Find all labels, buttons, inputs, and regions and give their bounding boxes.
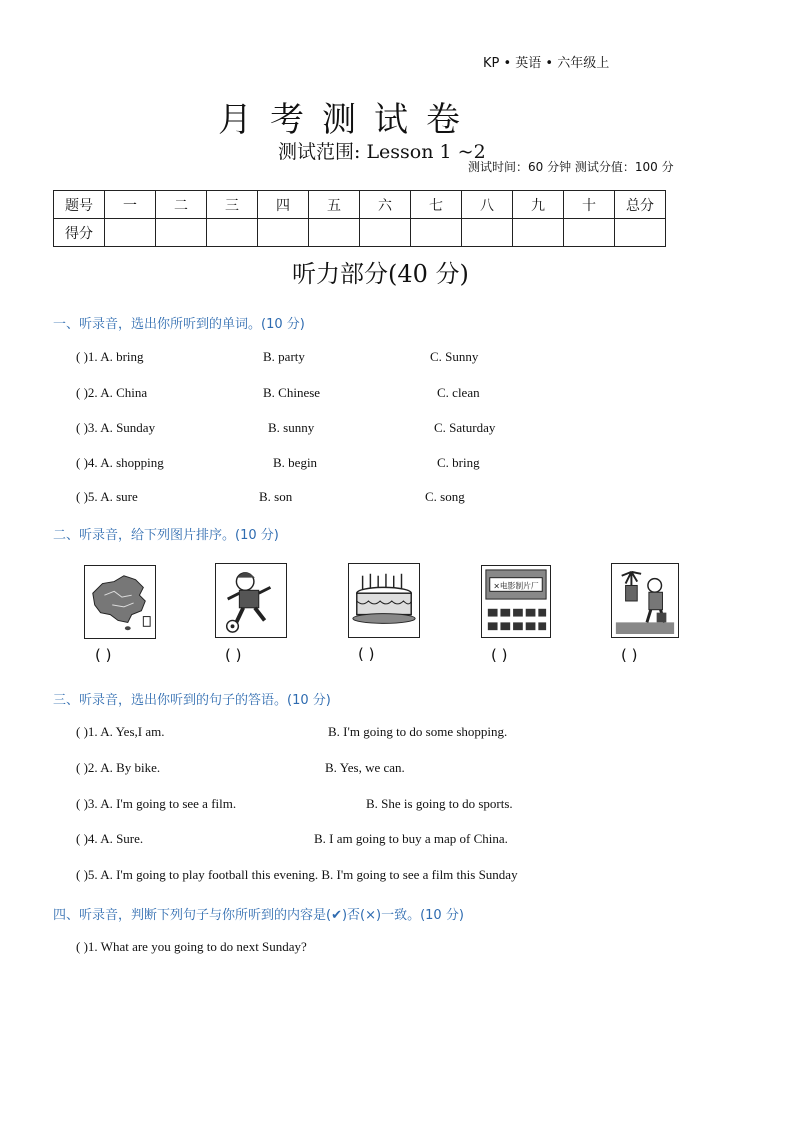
- s1-q5-c: C. song: [425, 489, 465, 504]
- s1-q2-b: B. Chinese: [263, 385, 321, 400]
- score-header-cell: 五: [309, 191, 360, 219]
- s1-q3-c: C. Saturday: [434, 420, 496, 435]
- score-header-cell: 题号: [54, 191, 105, 219]
- s3-q4-a: ( )4. A. Sure.: [76, 831, 144, 846]
- score-cell[interactable]: [564, 219, 615, 247]
- s1-q5-a: ( )5. A. sure: [76, 489, 138, 504]
- s1-q2-c: C. clean: [437, 385, 480, 400]
- s1-q2-a: ( )2. A. China: [76, 385, 148, 400]
- score-cell[interactable]: [411, 219, 462, 247]
- score-header-cell: 二: [156, 191, 207, 219]
- boy-football-picture: [215, 563, 287, 638]
- s3-q3-a: ( )3. A. I'm going to see a film.: [76, 796, 237, 811]
- s3-q3-b: B. She is going to do sports.: [366, 796, 513, 811]
- score-cell[interactable]: [105, 219, 156, 247]
- score-row-label: 得分: [54, 219, 105, 247]
- score-header-cell: 九: [513, 191, 564, 219]
- s1-q5-b: B. son: [259, 489, 293, 504]
- section-2-title: 二、听录音，给下列图片排序。(10 分): [53, 528, 279, 543]
- score-header-cell: 总分: [615, 191, 666, 219]
- picture-4-answer[interactable]: ( ): [491, 646, 508, 664]
- score-row: [54, 219, 666, 247]
- score-cell[interactable]: [615, 219, 666, 247]
- s3-q2-a: ( )2. A. By bike.: [76, 760, 161, 775]
- score-cell[interactable]: [309, 219, 360, 247]
- s3-q2-b: B. Yes, we can.: [325, 760, 405, 775]
- s1-q1-c: C. Sunny: [430, 349, 479, 364]
- film-studio-sign: ×电影制片厂: [493, 581, 539, 591]
- film-studio-picture: [481, 565, 551, 638]
- china-map-picture: [84, 565, 156, 639]
- header-tag: KP • 英语 • 六年级上: [483, 56, 610, 71]
- s1-q3-b: B. sunny: [268, 420, 315, 435]
- s3-q5: ( )5. A. I'm going to play football this evening. B. I'm going to see a film this Sunday: [76, 867, 518, 882]
- score-header-cell: 三: [207, 191, 258, 219]
- score-header-cell: 六: [360, 191, 411, 219]
- score-table: [53, 190, 666, 247]
- score-cell[interactable]: [258, 219, 309, 247]
- score-cell[interactable]: [360, 219, 411, 247]
- picture-5-answer[interactable]: ( ): [621, 646, 638, 664]
- birthday-cake-picture: [348, 563, 420, 638]
- picture-2-answer[interactable]: ( ): [225, 646, 242, 664]
- section-4-title: 四、听录音，判断下列句子与你所听到的内容是(✔)否(×)一致。(10 分): [53, 908, 464, 923]
- score-header-cell: 八: [462, 191, 513, 219]
- score-header-cell: 一: [105, 191, 156, 219]
- part-title: 听力部分(40 分): [292, 260, 469, 288]
- score-cell[interactable]: [513, 219, 564, 247]
- score-cell[interactable]: [462, 219, 513, 247]
- s1-q4-b: B. begin: [273, 455, 318, 470]
- s3-q1-b: B. I'm going to do some shopping.: [328, 724, 508, 739]
- page-title: 月考测试卷: [218, 100, 478, 140]
- picture-1-answer[interactable]: ( ): [95, 646, 112, 664]
- s1-q1-a: ( )1. A. bring: [76, 349, 144, 364]
- s1-q4-c: C. bring: [437, 455, 480, 470]
- score-header-cell: 七: [411, 191, 462, 219]
- test-scope: 测试范围: Lesson 1 ~2: [278, 141, 486, 163]
- s1-q1-b: B. party: [263, 349, 305, 364]
- picture-3-answer[interactable]: ( ): [358, 645, 375, 663]
- section-3-title: 三、听录音，选出你听到的句子的答语。(10 分): [53, 693, 331, 708]
- s4-q1: ( )1. What are you going to do next Sunday?: [76, 939, 307, 954]
- score-header-cell: 十: [564, 191, 615, 219]
- s1-q3-a: ( )3. A. Sunday: [76, 420, 156, 435]
- girl-plant-picture: [611, 563, 679, 638]
- score-cell[interactable]: [207, 219, 258, 247]
- time-info: 测试时间：60 分钟 测试分值：100 分: [468, 160, 674, 174]
- s3-q1-a: ( )1. A. Yes,I am.: [76, 724, 165, 739]
- score-header-row: [54, 191, 666, 219]
- score-cell[interactable]: [156, 219, 207, 247]
- s1-q4-a: ( )4. A. shopping: [76, 455, 164, 470]
- section-1-title: 一、听录音，选出你所听到的单词。(10 分): [53, 317, 305, 332]
- s3-q4-b: B. I am going to buy a map of China.: [314, 831, 508, 846]
- score-header-cell: 四: [258, 191, 309, 219]
